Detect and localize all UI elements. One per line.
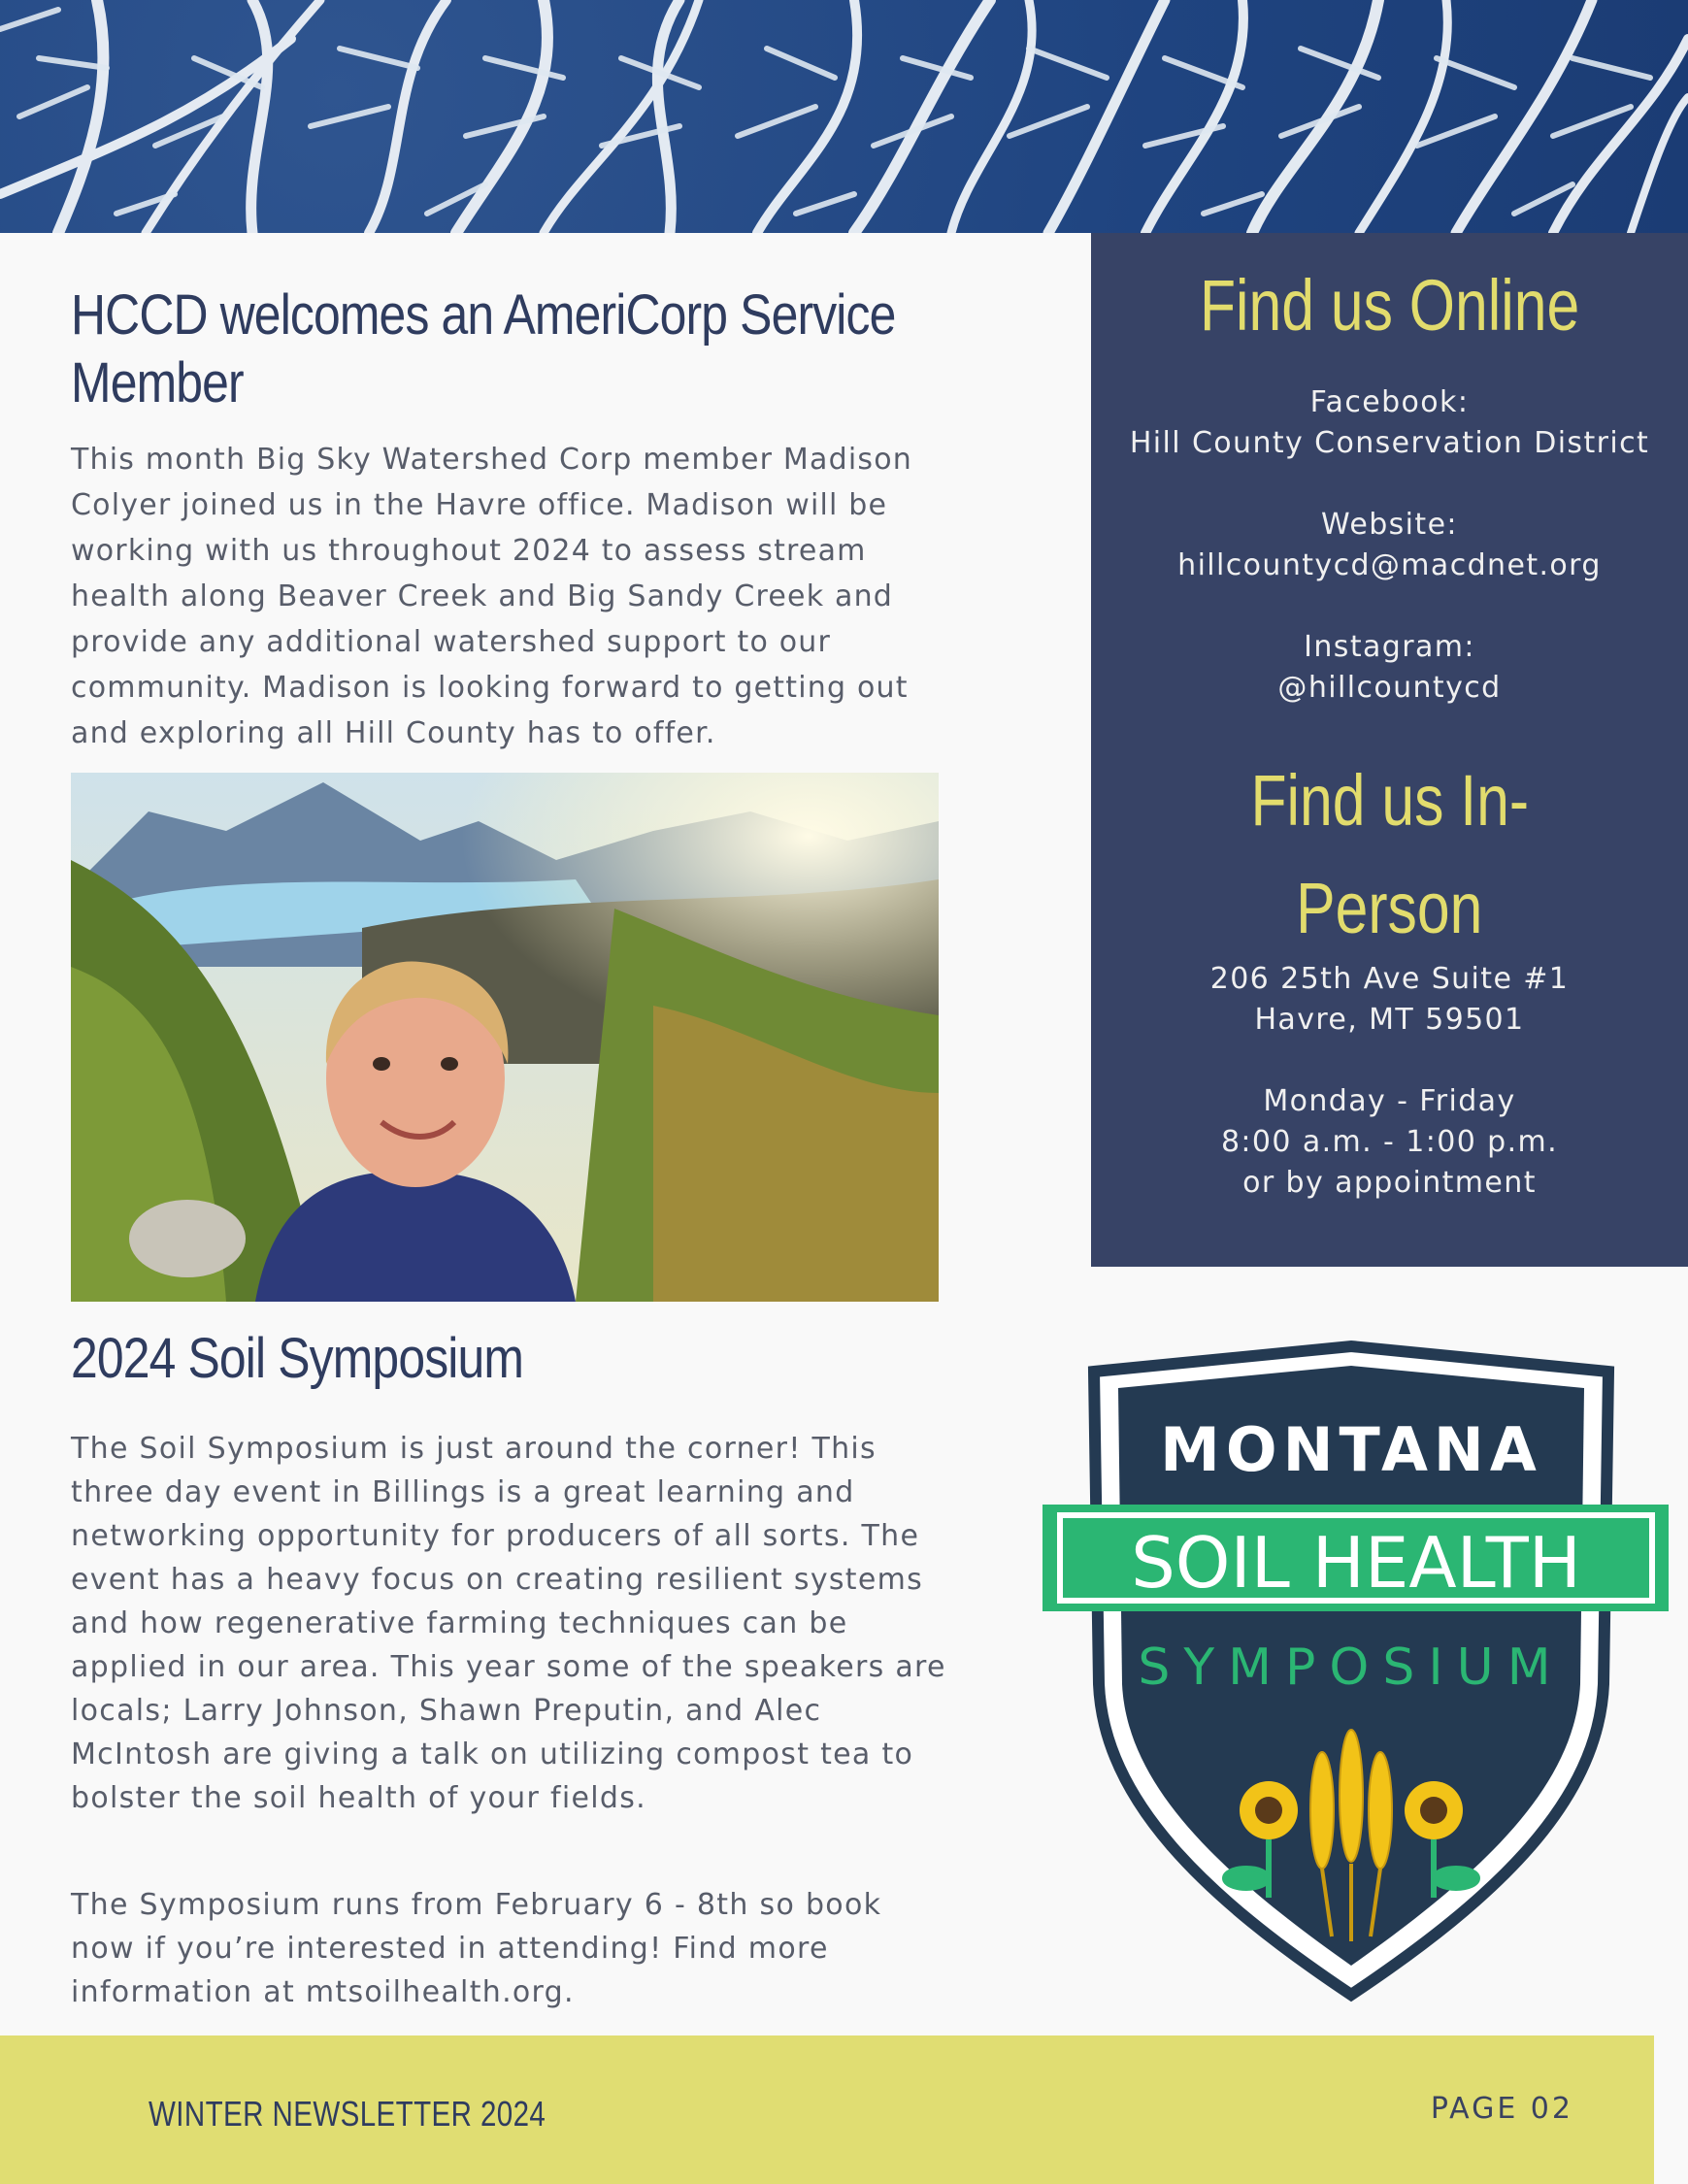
symposium-shield-logo (1041, 1335, 1671, 2014)
header-banner-image (0, 0, 1688, 233)
facebook-label: Facebook: (1309, 385, 1470, 419)
find-us-online-heading: Find us Online (1199, 265, 1580, 346)
address-line-1: 206 25th Ave Suite #1 (1209, 962, 1570, 996)
article-heading-americorp: HCCD welcomes an AmeriCorp Service Member (71, 283, 896, 414)
hours-days: Monday - Friday (1263, 1084, 1516, 1118)
instagram-link[interactable]: @hillcountycd (1277, 671, 1502, 705)
mountain-selfie-illustration (71, 773, 939, 1302)
contact-sidebar (1091, 233, 1688, 1267)
montana-soil-health-symposium-logo (1041, 1335, 1671, 2014)
article-body-americorp: This month Big Sky Watershed Corp member Madison Colyer joined us in the Havre office. Madison will be working with us throughout 2024 to assess stream health along Beaver Creek and Big Sandy Creek and provide any additional watershed support to our community. Madison is looking forward to getting out and exploring all Hill County has to offer. (71, 443, 912, 750)
instagram-label: Instagram: (1304, 630, 1475, 664)
article-body-symposium: The Soil Symposium is just around the corner! This three day event in Billings is a great learning and networking opportunity for producers of all sorts. The event has a heavy focus on creating resilient systems and how regenerative farming techniques can be applied in our area. This year some of the speakers are locals; Larry Johnson, Shawn Preputin, and Alec McIntosh are giving a talk on utilizing compost tea to bolster the soil health of your fields. (71, 1432, 946, 1815)
find-us-in-person-heading (1091, 757, 1688, 973)
address-line-2: Havre, MT 59501 (1254, 1003, 1525, 1037)
in-person-heading-line-2: Person (1296, 868, 1483, 948)
newsletter-title: WINTER NEWSLETTER 2024 (149, 2094, 546, 2134)
logo-text-soil-health: SOIL HEALTH (1131, 1522, 1581, 1604)
madison-selfie-photo (71, 773, 939, 1302)
in-person-contact-block (1091, 959, 1688, 1204)
hours-appointment: or by appointment (1242, 1166, 1537, 1200)
article-body-symposium-dates: The Symposium runs from February 6 - 8th so book now if you’re interested in attending! Find more information at mtsoilhealth.org. (71, 1888, 882, 2009)
page-number: PAGE 02 (1430, 2092, 1573, 2126)
website-label: Website: (1321, 508, 1458, 542)
page-footer (0, 2035, 1654, 2184)
frosted-branches-illustration (0, 0, 1688, 233)
facebook-link[interactable]: Hill County Conservation District (1129, 426, 1650, 460)
hours-time: 8:00 a.m. - 1:00 p.m. (1220, 1125, 1559, 1159)
logo-text-symposium: SYMPOSIUM (1138, 1638, 1565, 1697)
article-heading-symposium: 2024 Soil Symposium (71, 1327, 524, 1390)
online-contact-block (1091, 382, 1688, 709)
logo-text-montana: MONTANA (1160, 1414, 1542, 1485)
in-person-heading-line-1: Find us In- (1250, 760, 1529, 841)
website-link[interactable]: hillcountycd@macdnet.org (1177, 548, 1602, 582)
